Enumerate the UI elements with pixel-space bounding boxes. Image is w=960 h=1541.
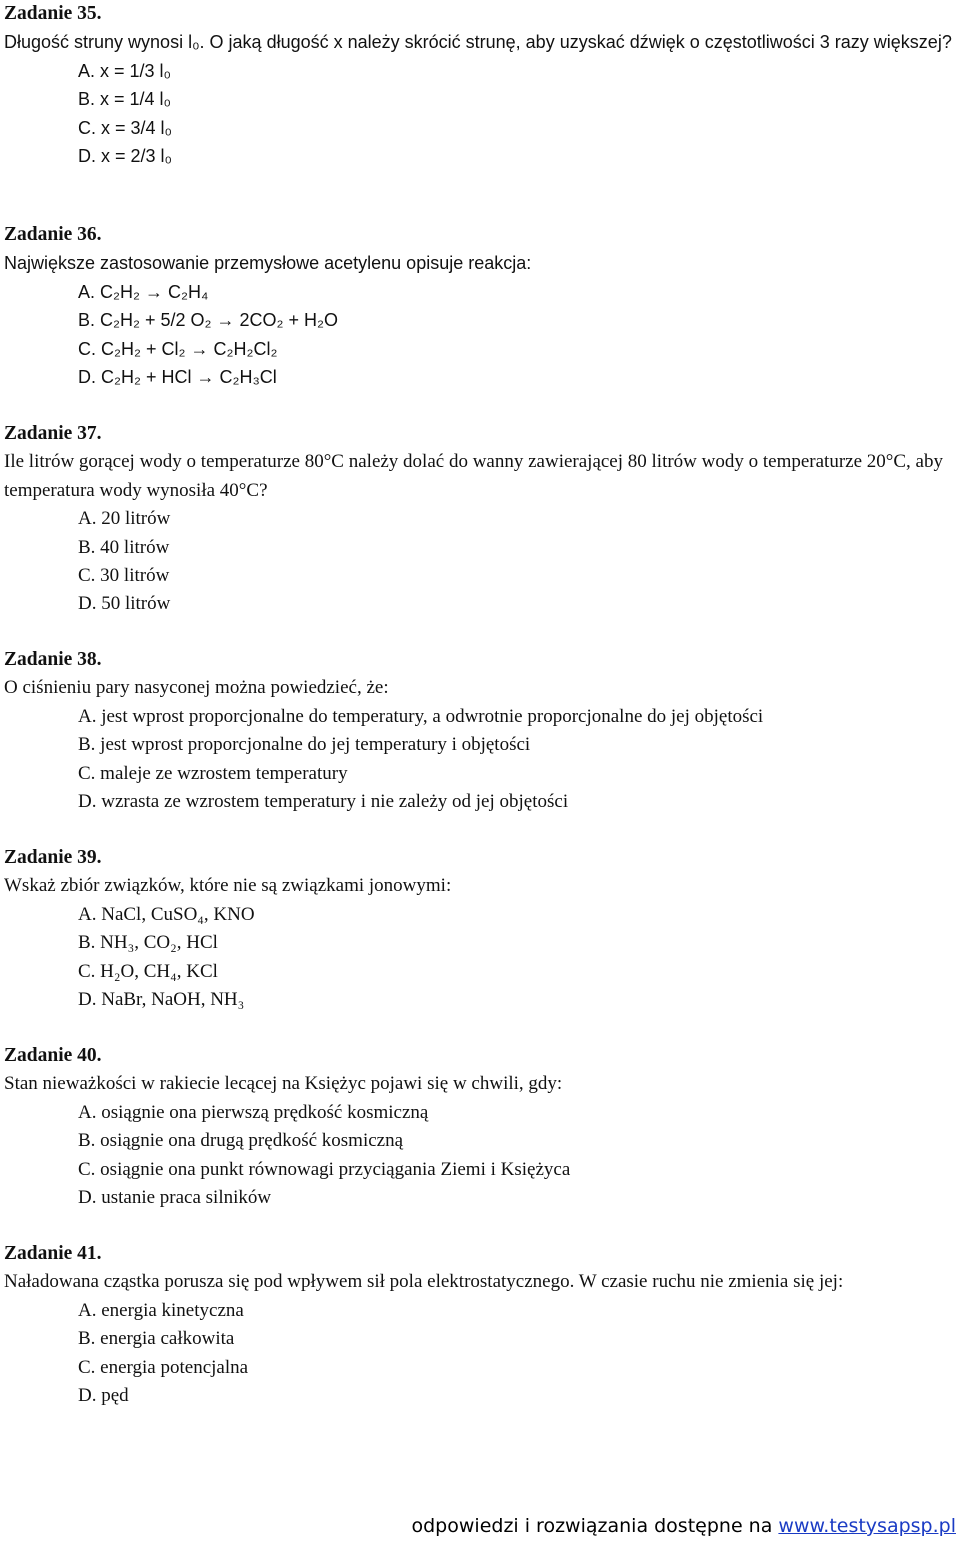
task-options bbox=[78, 57, 954, 171]
option-c: C. H₂O, CH₄, KCl bbox=[78, 960, 218, 982]
option-b: B. 40 litrów bbox=[78, 536, 170, 558]
option-b: B. energia całkowita bbox=[78, 1328, 235, 1350]
task-35 bbox=[4, 0, 954, 170]
option-d: D. pęd bbox=[78, 1384, 129, 1406]
task-title: Zadanie 39. bbox=[4, 847, 102, 868]
task-title: Zadanie 37. bbox=[4, 423, 102, 444]
task-options bbox=[78, 703, 954, 817]
task-title: Zadanie 40. bbox=[4, 1045, 102, 1066]
option-a: A. x = 1/3 l₀ bbox=[78, 60, 172, 81]
option-c: C. energia potencjalna bbox=[78, 1356, 249, 1378]
task-39 bbox=[4, 844, 954, 1014]
task-question: Długość struny wynosi l₀. O jaką długość x należy skrócić strunę, aby uzyskać dźwięk o częstotliwości 3 razy większej? bbox=[4, 32, 952, 53]
task-question: Największe zastosowanie przemysłowe acetylenu opisuje reakcja: bbox=[4, 253, 532, 274]
option-d: D. 50 litrów bbox=[78, 593, 171, 615]
option-a: A. 20 litrów bbox=[78, 508, 171, 530]
footer-text: odpowiedzi i rozwiązania dostępne na bbox=[411, 1515, 779, 1537]
task-36 bbox=[4, 221, 954, 391]
task-37 bbox=[4, 420, 954, 619]
option-d: D. x = 2/3 l₀ bbox=[78, 145, 173, 166]
option-d: D. C₂H₂ + HCl → C₂H₃Cl bbox=[78, 366, 277, 387]
task-question: Ile litrów gorącej wody o temperaturze 80°C należy dolać do wanny zawierającej 80 litrów wody o temperaturze 20°C, aby temperatura wody wynosiła 40°C? bbox=[4, 451, 943, 501]
option-a: A. NaCl, CuSO₄, KNO bbox=[78, 903, 255, 925]
task-38 bbox=[4, 646, 954, 816]
option-a: A. jest wprost proporcjonalne do temperatury, a odwrotnie proporcjonalne do jej objętości bbox=[78, 705, 764, 727]
task-title: Zadanie 35. bbox=[4, 3, 102, 24]
option-d: D. ustanie praca silników bbox=[78, 1186, 272, 1208]
option-d: D. NaBr, NaOH, NH₃ bbox=[78, 988, 245, 1010]
task-title: Zadanie 38. bbox=[4, 649, 102, 670]
option-c: C. C₂H₂ + Cl₂ → C₂H₂Cl₂ bbox=[78, 338, 278, 359]
task-options bbox=[78, 901, 954, 1015]
option-c: C. x = 3/4 l₀ bbox=[78, 117, 173, 138]
option-c: C. 30 litrów bbox=[78, 564, 170, 586]
task-question: Wskaż zbiór związków, które nie są związkami jonowymi: bbox=[4, 875, 452, 897]
task-options bbox=[78, 1297, 954, 1411]
task-options bbox=[78, 1099, 954, 1213]
option-a: A. energia kinetyczna bbox=[78, 1299, 244, 1321]
option-b: B. NH₃, CO₂, HCl bbox=[78, 932, 218, 954]
task-question: O ciśnieniu pary nasyconej można powiedzieć, że: bbox=[4, 677, 389, 699]
option-b: B. osiągnie ona drugą prędkość kosmiczną bbox=[78, 1130, 404, 1152]
task-question: Naładowana cząstka porusza się pod wpływem sił pola elektrostatycznego. W czasie ruchu nie zmienia się jej: bbox=[4, 1271, 844, 1293]
task-40 bbox=[4, 1042, 954, 1212]
option-b: B. jest wprost proporcjonalne do jej temperatury i objętości bbox=[78, 734, 531, 756]
task-options bbox=[78, 278, 954, 392]
option-c: C. osiągnie ona punkt równowagi przyciągania Ziemi i Księżyca bbox=[78, 1158, 571, 1180]
option-b: B. C₂H₂ + 5/2 O₂ → 2CO₂ + H₂O bbox=[78, 310, 339, 331]
task-options bbox=[78, 505, 954, 619]
task-title: Zadanie 36. bbox=[4, 224, 102, 245]
option-a: A. osiągnie ona pierwszą prędkość kosmiczną bbox=[78, 1101, 429, 1123]
task-title: Zadanie 41. bbox=[4, 1243, 102, 1264]
task-41 bbox=[4, 1240, 954, 1410]
footer-link[interactable]: www.testysapsp.pl bbox=[778, 1515, 956, 1537]
option-a: A. C₂H₂ → C₂H₄ bbox=[78, 281, 209, 302]
footer bbox=[412, 1512, 957, 1540]
option-d: D. wzrasta ze wzrostem temperatury i nie zależy od jej objętości bbox=[78, 790, 569, 812]
task-question: Stan nieważkości w rakiecie lecącej na Księżyc pojawi się w chwili, gdy: bbox=[4, 1073, 563, 1095]
option-b: B. x = 1/4 l₀ bbox=[78, 89, 172, 110]
option-c: C. maleje ze wzrostem temperatury bbox=[78, 762, 348, 784]
